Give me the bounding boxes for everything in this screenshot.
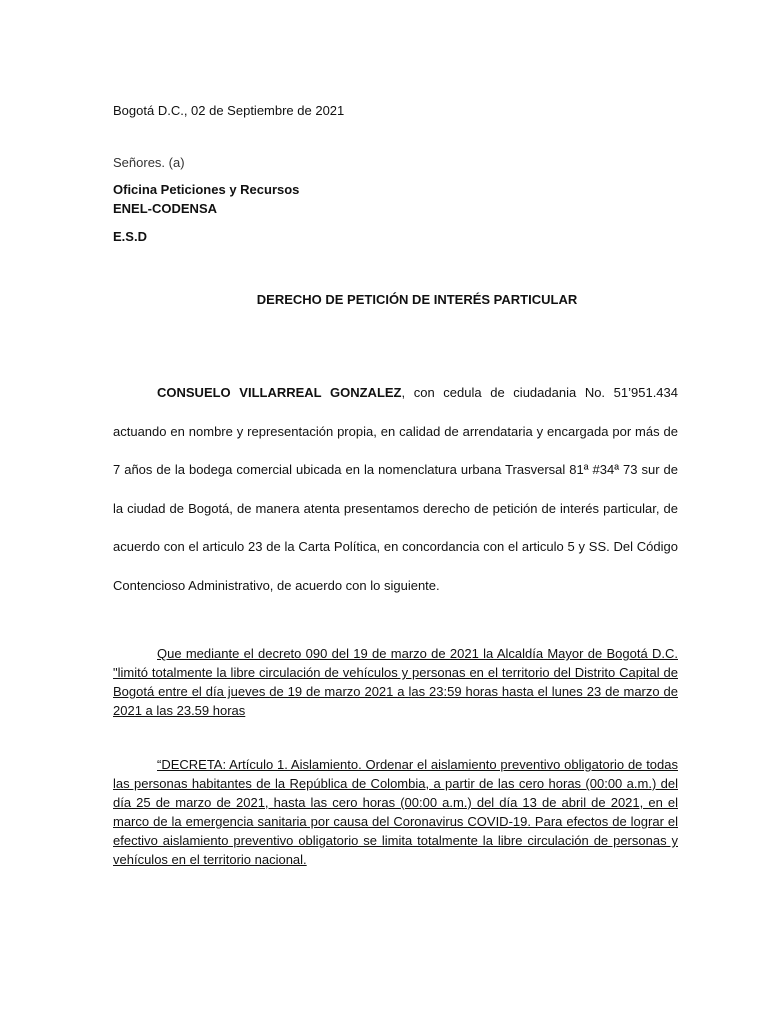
recipient-company: ENEL-CODENSA — [113, 201, 218, 216]
body-text: , con cedula de ciudadania No. 51’951.434 actuando en nombre y representación propia, en calidad de arrendataria y encargada por más de 7 años de la bodega comercial ubicada en la nomenclatura urbana Trasversal 81ª #34ª 73 sur de la ciudad de Bogotá, de manera atenta presentamos derecho de petición de interés particular, de acuerdo con el articulo 23 de la Carta Política, en concordancia con el articulo 5 y SS. Del Código Contencioso Administrativo, de acuerdo con lo siguiente. — [113, 385, 679, 593]
decree-paragraph: Que mediante el decreto 090 del 19 de marzo de 2021 la Alcaldía Mayor de Bogotá D.C. "limitó totalmente la libre circulación de vehículos y personas en el territorio del Distrito Capital de Bogotá entre el día jueves de 19 de marzo 2021 a las 23:59 horas hasta el lunes 23 de marzo de 2021 a las 23.59 horas — [113, 646, 678, 718]
decreta-paragraph: “DECRETA: Artículo 1. Aislamiento. Ordenar el aislamiento preventivo obligatorio de todas las personas habitantes de la República de Colombia, a partir de las cero horas (00:00 a.m.) del día 25 de marzo de 2021, hasta las cero horas (00:00 a.m.) del día 13 de abril de 2021, en el marco de la emergencia sanitaria por causa del Coronavirus COVID-19. Para efectos de lograr el efectivo aislamiento preventivo obligatorio se limita totalmente la libre circulación de personas y vehículos en el territorio nacional. — [113, 757, 678, 867]
date-line: Bogotá D.C., 02 de Septiembre de 2021 — [113, 103, 345, 118]
petitioner-name: CONSUELO VILLARREAL GONZALEZ — [157, 385, 402, 400]
document-title: DERECHO DE PETICIÓN DE INTERÉS PARTICULAR — [256, 292, 578, 307]
salutation: Señores. (a) — [113, 155, 185, 170]
recipient-office: Oficina Peticiones y Recursos — [113, 182, 300, 197]
body-paragraph — [113, 374, 678, 605]
recipient-esd: E.S.D — [113, 229, 147, 244]
